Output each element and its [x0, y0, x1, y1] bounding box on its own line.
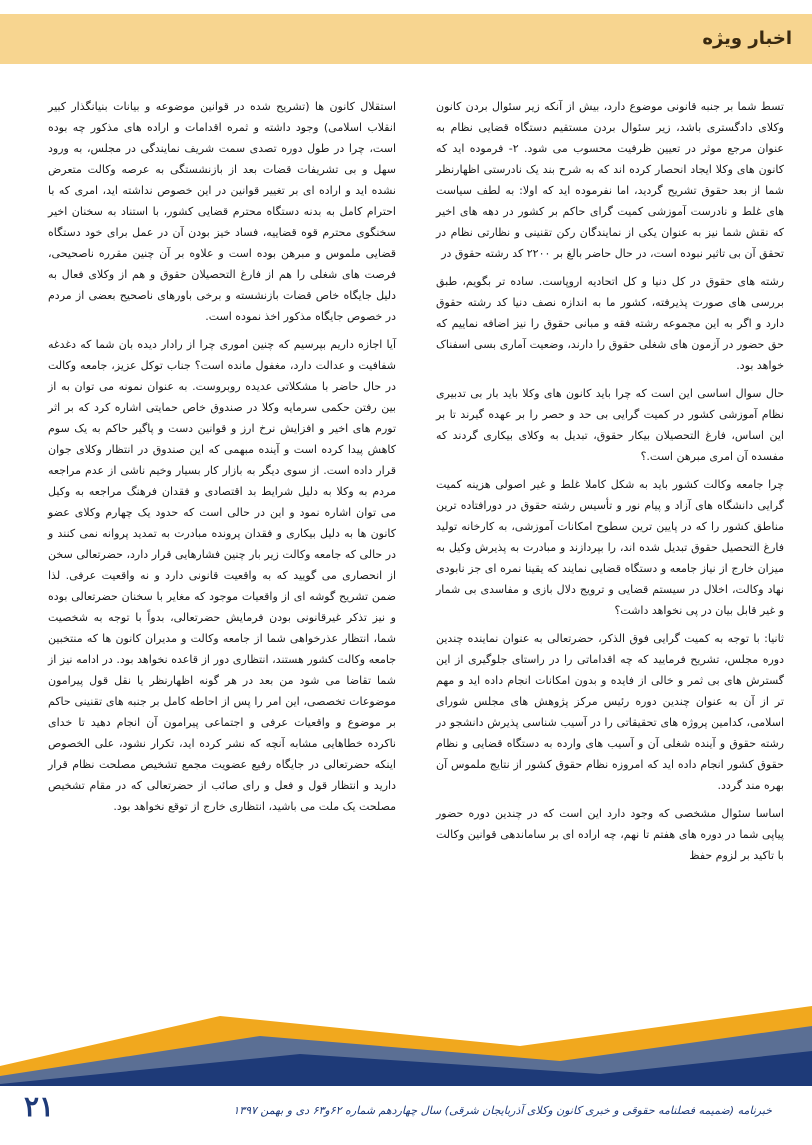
publication-info: خبرنامه (ضمیمه فصلنامه حقوقی و خبری کانون وکلای آذربایجان شرقی) سال چهاردهم شماره ۶۲و۶۳ دی و بهمن ۱۳۹۷ — [233, 1104, 772, 1117]
bottom-decoration — [0, 1006, 812, 1086]
paragraph: آیا اجازه داریم بپرسیم که چنین اموری چرا از رادار دیده بان شما که دغدغه شفافیت و عدالت دارد، مغفول مانده است؟ جناب توکل عزیز، جامعه وکالت در حال حاضر با مشکلاتی عدیده روبروست. به عنوان نمونه می توان به از بین رفتن حکمی سرمایه وکلا در صندوق خاص حمایتی اشاره کرد که بر اثر تورم های اخیر و افزایش نرخ ارز و قوانین دست و پاگیر حاکم به یک سوم کاهش پیدا کرده است و آینده مبهمی که این صندوق در انتظار وکلای جوان قرار داده است. از سوی دیگر به بازار کار بسیار وخیم ناشی از عدم مراجعه مردم به وکلا به دلیل شرایط بد اقتصادی و فقدان فرهنگ مراجعه به وکیل می توان اشاره نمود و این در حالی است که حدود یک چهارم وکلای عضو کانون ها به دلیل بیکاری و فقدان پرونده مبادرت به تمدید پروانه نمی کنند و در حالی که جامعه وکالت زیر بار چنین فشارهایی قرار دارد، حضرتعالی سخن از انحصاری می گویید که به واقعیت قانونی دارد و نه واقعیت عرفی. لذا ضمن تشریح گوشه ای از واقعیات موجود که مغایر با سخنان حضرتعالی بوده و نیز تذکر غیرقانونی بودن فرمایش حضرتعالی، بدواً با توجه به شخصیت شما، انتظار عذرخواهی شما از جامعه وکالت و مدیران کانون ها که منتخبین جامعه وکالت کشور هستند، انتظاری دور از قاعده نخواهد بود. در ادامه نیز از شما تقاضا می شود من بعد در هر گونه اظهارنظر یا نقل قول پیرامون موضوعات تخصصی، این امر را پس از احاطه کامل بر جنبه های تقنینی حاکم بر موضوع و واقعیات عرفی و اجتماعی پیرامون آن انجام دهید تا خدای ناکرده خطاهایی مشابه آنچه که نشر کرده اید، تکرار نشود، علی الخصوص اینکه حضرتعالی در جایگاه رفیع عضویت مجمع تشخیص مصلحت نظام قرار دارید و انتظار قول و فعل و رای صائب از حضرتعالی که در مقام تشخیص مصلحت یک ملت می باشید، انتظاری خارج از توقع نخواهد بود. — [48, 338, 396, 813]
paragraph: تسط شما بر جنبه قانونی موضوع دارد، بیش از آنکه زیر سئوال بردن کانون وکلای دادگستری باشد، زیر سئوال بردن مستقیم دستگاه قضایی نظام به عنوان مرجع موثر در تعیین ظرفیت محسوب می شود. ۲- فرموده اید که کانون های وکلا ایجاد انحصار کرده اند که به شرح بند یک نادرستی اظهارنظر شما از بعد حقوق تشریح گردید، اما نفرموده اید که اولا: به لطف سیاست های غلط و نادرست آموزشی کمیت گرای حاکم بر کشور در دهه های اخیر که نقش شما نیز به عنوان یکی از نمایندگان رکن تقنینی و نظارتی نظام در تحقق آن بی تاثیر نبوده است، در حال حاضر بالغ بر ۲۲۰۰ کد رشته حقوق در — [436, 100, 784, 260]
paragraph: حال سوال اساسی این است که چرا باید کانون های وکلا باید بار بی تدبیری نظام آموزشی کشور در کمیت گرایی بی حد و حصر را بر عهده گیرند تا بر این اساس، فارغ التحصیلان بیکار حقوق، تبدیل به وکلای بیکاری گردند که مفسده آن امری مبرهن است.؟ — [436, 387, 784, 463]
paragraph: رشته های حقوق در کل دنیا و کل اتحادیه اروپاست. ساده تر بگویم، طبق بررسی های صورت پذیرفته، کشور ما به اندازه نصف دنیا کد رشته حقوق دارد و اگر به این مجموعه رشته فقه و مبانی حقوق را نیز اضافه نماییم که حق حضور در آزمون های شغلی حقوق را دارند، وضعیت آماری بسی اسفناک خواهد بود. — [436, 275, 784, 372]
paragraph: ثانیا: با توجه به کمیت گرایی فوق الذکر، حضرتعالی به عنوان نماینده چندین دوره مجلس، تشریح فرمایید که چه اقداماتی را در راستای جلوگیری از این گسترش های بی ثمر و خالی از فایده و بدون امکانات انجام داده اید و مهم تر از آن به عنوان چندین دوره رئیس مرکز پژوهش های مجلس شورای اسلامی، کدامین پروژه های تحقیقاتی را در آسیب شناسی پذیرش دانشجو در رشته حقوق و آینده شغلی آن و آسیب های وارده به دستگاه قضایی و نظام حقوق کشور انجام داده اید که امروزه نظام حقوق کشور از نتایج ملموس آن بهره مند گردد. — [436, 632, 784, 792]
section-header — [0, 14, 812, 64]
page-footer — [0, 1086, 812, 1145]
paragraph: چرا جامعه وکالت کشور باید به شکل کاملا غلط و غیر اصولی هزینه کمیت گرایی دانشگاه های آزاد و پیام نور و تأسیس رشته حقوق در دورافتاده ترین مناطق کشور را که در پایین ترین سطوح امکانات آموزشی، به کارخانه تولید فارغ التحصیل حقوق تبدیل شده اند، را بپردازند و مبادرت به پذیرش وکیل به میزان خارج از نیاز جامعه و دستگاه قضایی نمایند که یقینا نمره ای جز نابودی نهاد وکالت، اخلال در سیستم قضایی و ترویج دلال بازی و مفاسدی بی شمار و غیر قابل بیان در پی نخواهد داشت؟ — [436, 478, 784, 617]
column-right — [436, 96, 784, 862]
article-body — [48, 96, 784, 862]
column-left — [48, 96, 396, 813]
section-title: اخبار ویژه — [702, 28, 792, 49]
page-number: ۲۱ — [24, 1090, 55, 1123]
paragraph: اساسا سئوال مشخصی که وجود دارد این است که در چندین دوره حضور پیاپی شما در دوره های هفتم تا نهم، چه اراده ای بر ساماندهی قوانین وکالت با تاکید بر لزوم حفظ — [436, 807, 784, 862]
paragraph: استقلال کانون ها (تشریح شده در قوانین موضوعه و بیانات بنیانگذار کبیر انقلاب اسلامی) وجود داشته و ثمره اقدامات و اراده های مذکور چه بوده است، چرا در طول دوره تصدی سمت شریف نمایندگی در مجلس، به ورود سهل و بی تشریفات قضات بعد از بازنشستگی به عرصه وکالت متعرض نشده اید و اراده ای بر تغییر قوانین در این خصوص نداشته اید، امری که با احترام کامل به بدنه دستگاه محترم قضایی کشور، با استناد به سخنان اخیر سخنگوی محترم قوه قضاییه، فساد خیز بودن آن در عمل برای خود دستگاه قضایی ملموس و مبرهن بوده است و علاوه بر آن چنین مقرره ناصحیحی، فرصت های شغلی را هم از فارغ التحصیلان حقوق و هم از وکلای فعال به دلیل جایگاه خاص قضات بازنشسته و برخی باورهای ناصحیح بعضی از مردم در خصوص جایگاه مذکور اخذ نموده است. — [48, 100, 396, 323]
